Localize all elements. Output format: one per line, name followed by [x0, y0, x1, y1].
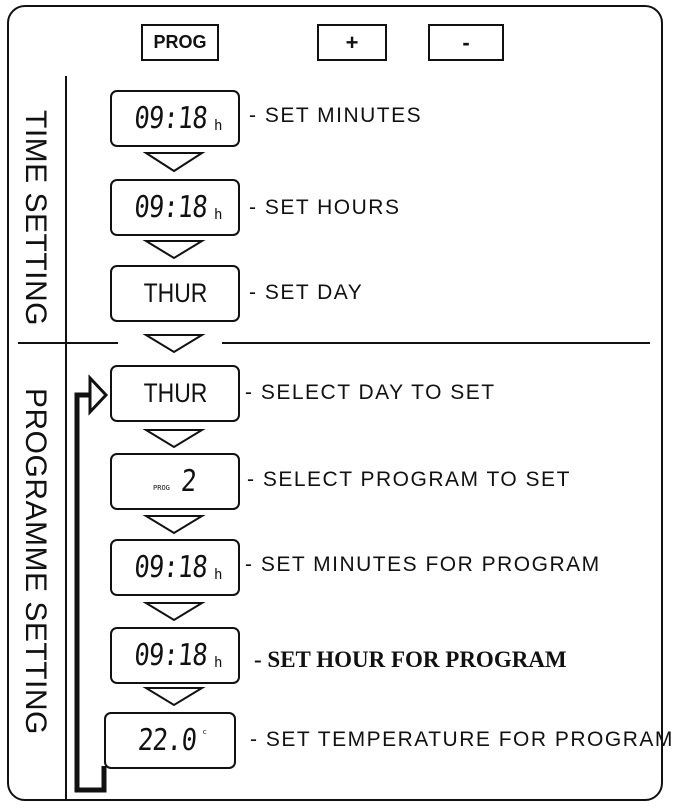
lcd-program-number: 2: [179, 464, 198, 499]
lcd-time-hours: [110, 179, 240, 236]
lcd-digits: 09:18: [132, 101, 209, 136]
lcd-select-day: [110, 365, 240, 422]
minus-button[interactable]: -: [428, 24, 504, 61]
lcd-prog-prefix: PROG: [153, 483, 170, 492]
lcd-program-temperature: [104, 712, 236, 769]
lcd-program-minutes: [110, 539, 240, 596]
lcd-unit: h: [213, 117, 223, 134]
step-label-set-day: - SET DAY: [249, 281, 364, 304]
step-label-program-hour: - SET HOUR FOR PROGRAM: [254, 647, 567, 672]
step-label-set-hours: - SET HOURS: [249, 196, 401, 219]
lcd-day-text: THUR: [143, 378, 207, 408]
programme-setting-heading: PROGRAMME SETTING: [19, 388, 52, 735]
step-label-set-minutes: - SET MINUTES: [249, 104, 423, 127]
time-setting-heading: TIME SETTING: [19, 110, 52, 326]
prog-button[interactable]: PROG: [141, 24, 219, 61]
step-label-select-program: - SELECT PROGRAM TO SET: [247, 468, 571, 491]
step-label-program-minutes: - SET MINUTES FOR PROGRAM: [245, 553, 601, 576]
lcd-unit: h: [213, 654, 223, 671]
lcd-time-minutes: [110, 90, 240, 147]
lcd-temperature: 22.0: [136, 723, 198, 758]
lcd-degree-unit: c: [202, 727, 207, 736]
step-label-select-day: - SELECT DAY TO SET: [245, 381, 496, 404]
lcd-day-text: THUR: [143, 278, 207, 308]
loop-arrow: [90, 378, 106, 412]
lcd-unit: h: [213, 566, 223, 583]
lcd-day: [110, 265, 240, 322]
lcd-digits: 09:18: [132, 638, 209, 673]
lcd-select-program: [110, 453, 240, 510]
plus-button[interactable]: +: [317, 24, 387, 61]
step-label-program-temperature: - SET TEMPERATURE FOR PROGRAM: [250, 728, 674, 751]
lcd-program-hour: [110, 627, 240, 684]
lcd-digits: 09:18: [132, 190, 209, 225]
lcd-digits: 09:18: [132, 550, 209, 585]
lcd-unit: h: [213, 206, 223, 223]
